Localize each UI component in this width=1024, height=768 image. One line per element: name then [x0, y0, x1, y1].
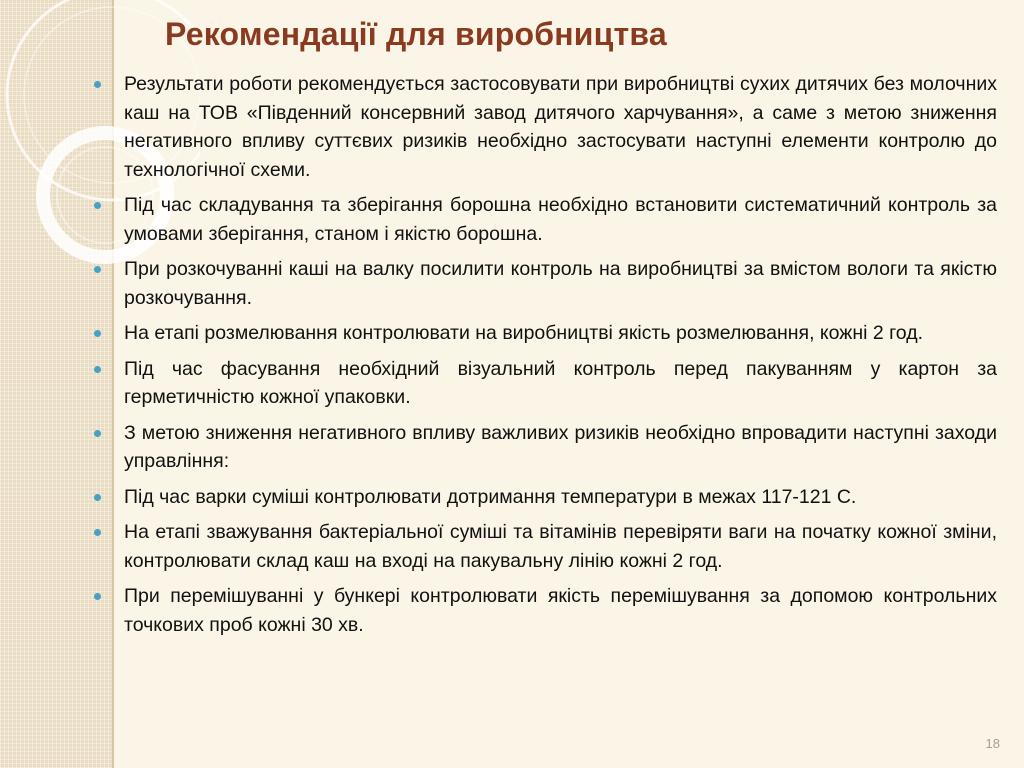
bullet-dot-icon [94, 430, 101, 437]
slide-title: Рекомендації для виробництва [165, 16, 667, 52]
bullet-item [92, 191, 997, 248]
bullet-dot-icon [94, 330, 101, 337]
bullet-dot-icon [94, 366, 101, 373]
bullet-dot-icon [94, 494, 101, 501]
bullet-text: На етапі зважування бактеріальної суміші та вітамінів перевіряти ваги на початку кожної зміни, контролювати склад каш на вході на пакувальну лінію кожні 2 год. [124, 521, 997, 572]
bullet-dot-icon [94, 529, 101, 536]
bullet-item [92, 419, 997, 476]
bullet-dot-icon [94, 202, 101, 209]
page-number: 18 [985, 736, 1000, 751]
bullet-text: При перемішуванні у бункері контролювати якість перемішування за допомою контрольних точкових проб кожні 30 хв. [124, 585, 997, 636]
bullet-text: З метою зниження негативного впливу важливих ризиків необхідно впровадити наступні заходи управління: [124, 421, 997, 472]
bullet-text: Під час складування та зберігання борошна необхідно встановити систематичний контроль за умовами зберігання, станом і якістю борошна. [124, 194, 997, 245]
bullet-list [92, 70, 997, 646]
bullet-text: Під час варки суміші контролювати дотримання температури в межах 117-121 С. [124, 485, 857, 508]
bullet-text: Під час фасування необхідний візуальний контроль перед пакуванням у картон за герметичністю кожної упаковки. [124, 357, 997, 408]
bullet-text: На етапі розмелювання контролювати на виробництві якість розмелювання, кожні 2 год. [124, 322, 924, 344]
bullet-text: При розкочуванні каші на валку посилити контроль на виробництві за вмістом вологи та якістю розкочування. [124, 258, 997, 309]
bullet-text: Результати роботи рекомендується застосовувати при виробництві сухих дитячих без молочних каш на ТОВ «Південний консервний завод дитячого харчування», а саме з метою зниження негативного впливу суттєвих ризиків необхідно застосувати наступні елементи контролю до технологічної схеми. [124, 73, 997, 181]
bullet-dot-icon [94, 593, 101, 600]
bullet-item [92, 518, 997, 575]
bullet-item [92, 319, 997, 348]
bullet-item [92, 355, 997, 412]
bullet-item [92, 483, 997, 512]
bullet-item [92, 582, 997, 639]
bullet-item [92, 70, 997, 184]
bullet-dot-icon [94, 266, 101, 273]
bullet-dot-icon [94, 81, 101, 88]
bullet-item [92, 255, 997, 312]
